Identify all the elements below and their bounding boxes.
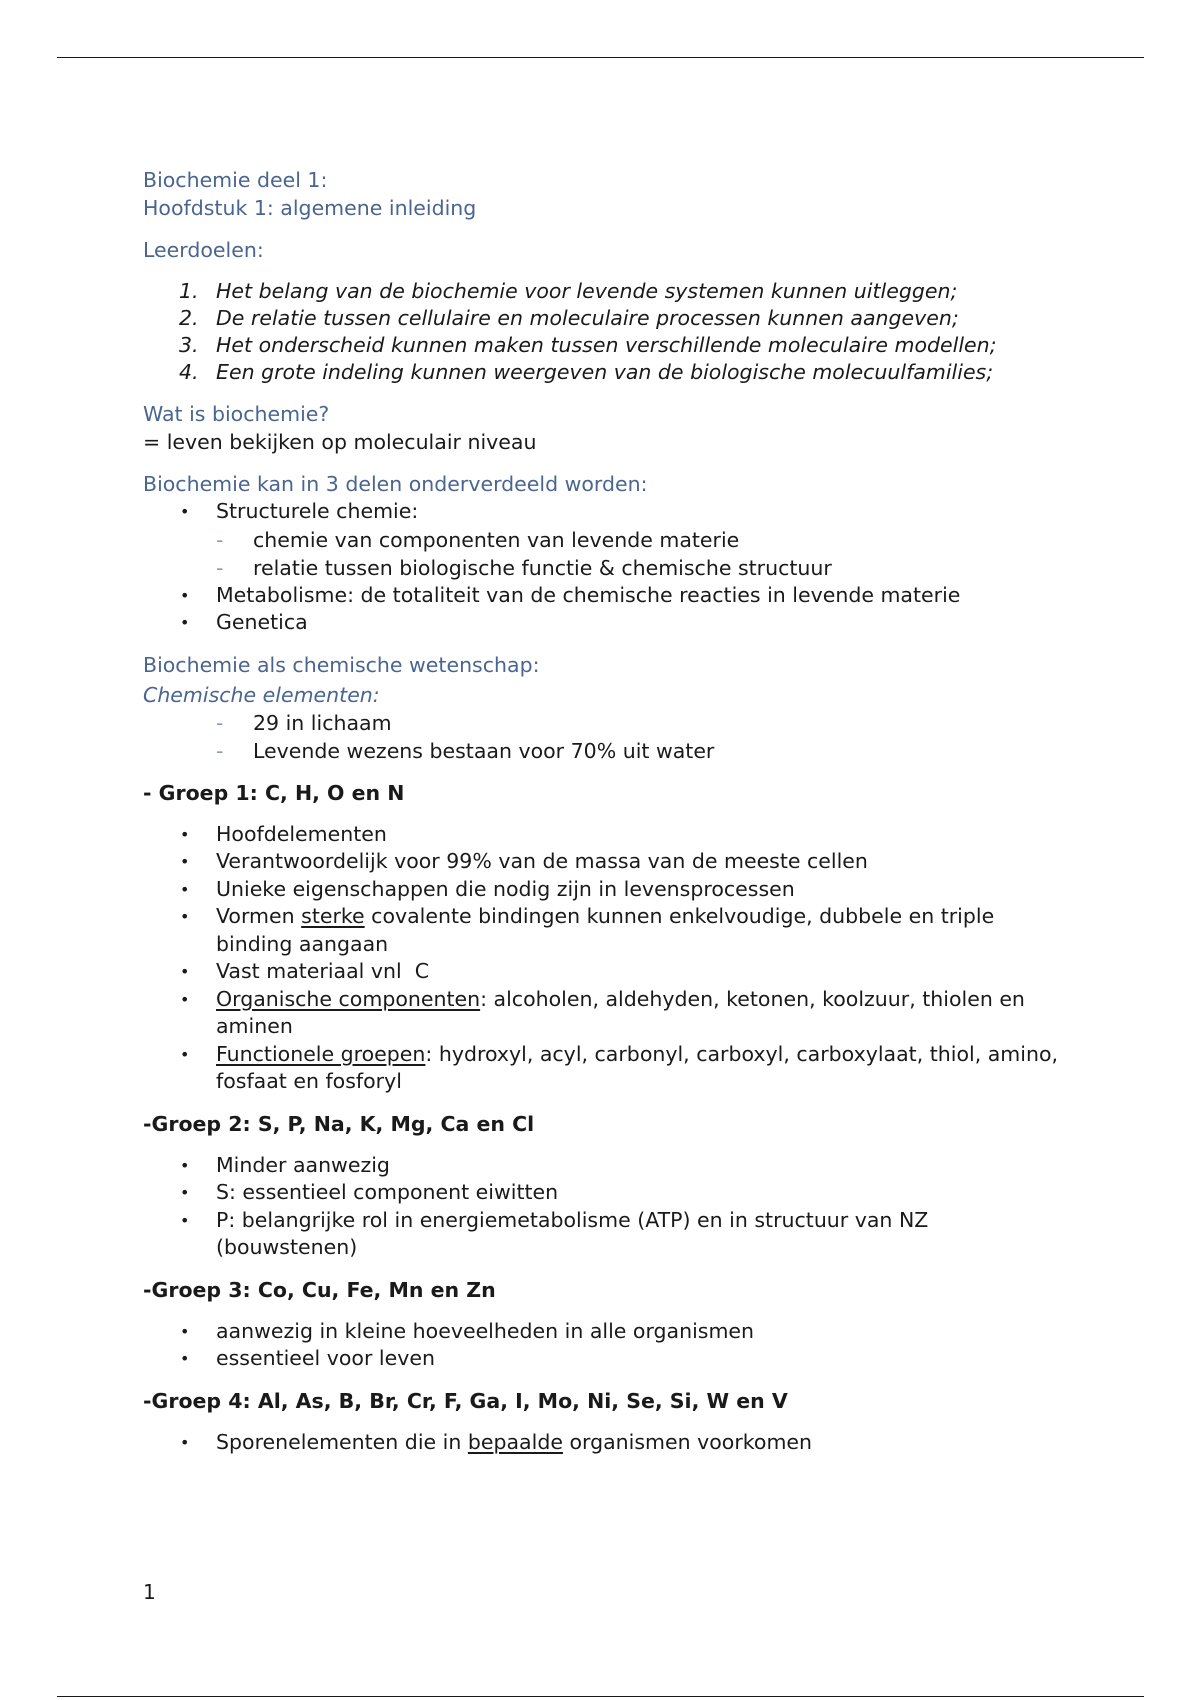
- list-number: 2.: [179, 306, 199, 330]
- list-item: [216, 526, 1073, 554]
- dash-icon: -: [216, 527, 224, 552]
- facts-list: [143, 709, 1073, 765]
- bullet-icon: •: [180, 824, 190, 844]
- bullet-icon: •: [180, 1183, 190, 1202]
- list-item: [143, 821, 1073, 849]
- item-text: Levende wezens bestaan voor 70% uit water: [253, 738, 715, 763]
- item-text-post: organismen voorkomen: [562, 1429, 813, 1454]
- item-text: Hoofdelementen: [216, 821, 387, 846]
- list-item: [143, 1152, 1073, 1180]
- science-subheading: Chemische elementen:: [143, 682, 380, 707]
- chapter-title: Hoofdstuk 1: algemene inleiding: [143, 196, 477, 220]
- item-text: Verantwoordelijk voor 99% van de massa van de meeste cellen: [216, 849, 868, 873]
- parts-list: [143, 498, 1073, 637]
- item-text-post: : alcoholen, aldehyden, ketonen, koolzuur, thiolen en aminen: [216, 986, 1025, 1038]
- list-item: [143, 278, 1073, 305]
- bullet-icon: •: [180, 585, 190, 605]
- bullet-icon: •: [180, 907, 190, 926]
- list-item: [143, 848, 1073, 876]
- bullet-icon: •: [180, 502, 190, 521]
- list-number: 1.: [179, 279, 199, 303]
- dash-icon: -: [216, 710, 224, 735]
- science-heading: Biochemie als chemische wetenschap:: [143, 652, 540, 677]
- group3-list: [143, 1318, 1073, 1373]
- group3-title: -Groep 3: Co, Cu, Fe, Mn en Zn: [143, 1277, 496, 1302]
- bullet-icon: •: [180, 1044, 190, 1064]
- item-text: Minder aanwezig: [216, 1152, 390, 1177]
- underlined-text: bepaalde: [467, 1429, 563, 1454]
- item-text: Unieke eigenschappen die nodig zijn in levensprocessen: [216, 876, 795, 901]
- list-item: [143, 709, 1073, 737]
- list-item: [143, 903, 1073, 958]
- item-text: Genetica: [216, 610, 308, 634]
- list-item: [143, 582, 1073, 610]
- list-item: [216, 554, 1073, 582]
- underlined-text: Functionele groepen: [216, 1041, 426, 1066]
- list-item: [143, 1345, 1073, 1373]
- list-item: [143, 609, 1073, 637]
- list-item: [143, 737, 1073, 765]
- bullet-icon: •: [180, 1155, 190, 1175]
- group4-list: [143, 1429, 1073, 1457]
- group2-title: -Groep 2: S, P, Na, K, Mg, Ca en Cl: [143, 1111, 535, 1136]
- list-item: [143, 1179, 1073, 1207]
- bullet-icon: •: [180, 613, 190, 632]
- item-text-pre: Sporenelementen die in: [216, 1429, 468, 1454]
- goal-text: Het belang van de biochemie voor levende systemen kunnen uitleggen;: [216, 279, 958, 303]
- item-text: chemie van componenten van levende materie: [253, 527, 740, 552]
- list-item: [143, 1207, 1073, 1262]
- list-item: [143, 958, 1073, 986]
- list-item: [143, 1429, 1073, 1457]
- dash-icon: -: [216, 738, 224, 763]
- list-item: [143, 1041, 1073, 1096]
- list-number: 3.: [179, 333, 199, 357]
- goal-text: De relatie tussen cellulaire en moleculaire processen kunnen aangeven;: [216, 306, 959, 330]
- list-item: [143, 305, 1073, 332]
- list-item: [143, 986, 1073, 1041]
- document-body: [143, 166, 1073, 1456]
- bullet-icon: •: [180, 1349, 190, 1368]
- item-text: S: essentieel component eiwitten: [216, 1180, 559, 1204]
- goal-text: Een grote indeling kunnen weergeven van de biologische molecuulfamilies;: [216, 360, 994, 384]
- bullet-icon: •: [180, 962, 190, 981]
- list-item: [143, 1318, 1073, 1346]
- list-item: [143, 359, 1073, 386]
- group2-list: [143, 1152, 1073, 1262]
- item-text: 29 in lichaam: [253, 710, 392, 735]
- underlined-text: sterke: [301, 904, 365, 928]
- list-item: [143, 876, 1073, 904]
- dash-icon: -: [216, 555, 224, 580]
- bullet-icon: •: [180, 879, 190, 899]
- group4-title: -Groep 4: Al, As, B, Br, Cr, F, Ga, I, Mo, Ni, Se, Si, W en V: [143, 1388, 788, 1413]
- bullet-icon: •: [180, 852, 190, 871]
- bullet-icon: •: [180, 1321, 190, 1341]
- bottom-rule: [57, 1696, 1144, 1697]
- definition-text: = leven bekijken op moleculair niveau: [143, 430, 537, 454]
- parts-heading: Biochemie kan in 3 delen onderverdeeld worden:: [143, 472, 648, 496]
- item-text-post: : hydroxyl, acyl, carbonyl, carboxyl, carboxylaat, thiol, amino, fosfaat en fosforyl: [216, 1041, 1059, 1093]
- list-number: 4.: [179, 360, 199, 384]
- item-text-pre: Vormen: [216, 904, 302, 928]
- group1-list: [143, 821, 1073, 1096]
- list-item: [143, 498, 1073, 582]
- bullet-icon: •: [180, 989, 190, 1009]
- bullet-icon: •: [180, 1210, 190, 1230]
- item-text: Metabolisme: de totaliteit van de chemische reacties in levende materie: [216, 582, 961, 607]
- item-text-post: covalente bindingen kunnen enkelvoudige, dubbele en triple binding aangaan: [216, 904, 995, 956]
- underlined-text: Organische componenten: [216, 986, 481, 1011]
- top-rule: [57, 57, 1144, 58]
- doc-title: Biochemie deel 1:: [143, 168, 328, 192]
- goals-list: [143, 278, 1073, 386]
- item-text: essentieel voor leven: [216, 1346, 435, 1370]
- group1-title: - Groep 1: C, H, O en N: [143, 780, 405, 805]
- goals-heading: Leerdoelen:: [143, 238, 264, 262]
- page-number: 1: [143, 1580, 156, 1604]
- sub-list: [216, 526, 1073, 582]
- item-text: Structurele chemie:: [216, 499, 419, 523]
- item-text: Vast materiaal vnl C: [216, 959, 430, 983]
- item-text: P: belangrijke rol in energiemetabolisme (ATP) en in structuur van NZ (bouwstenen): [216, 1207, 929, 1259]
- what-heading: Wat is biochemie?: [143, 402, 330, 426]
- item-text: aanwezig in kleine hoeveelheden in alle organismen: [216, 1318, 755, 1343]
- goal-text: Het onderscheid kunnen maken tussen verschillende moleculaire modellen;: [216, 333, 997, 357]
- list-item: [143, 332, 1073, 359]
- item-text: relatie tussen biologische functie & chemische structuur: [253, 555, 832, 580]
- bullet-icon: •: [180, 1432, 190, 1452]
